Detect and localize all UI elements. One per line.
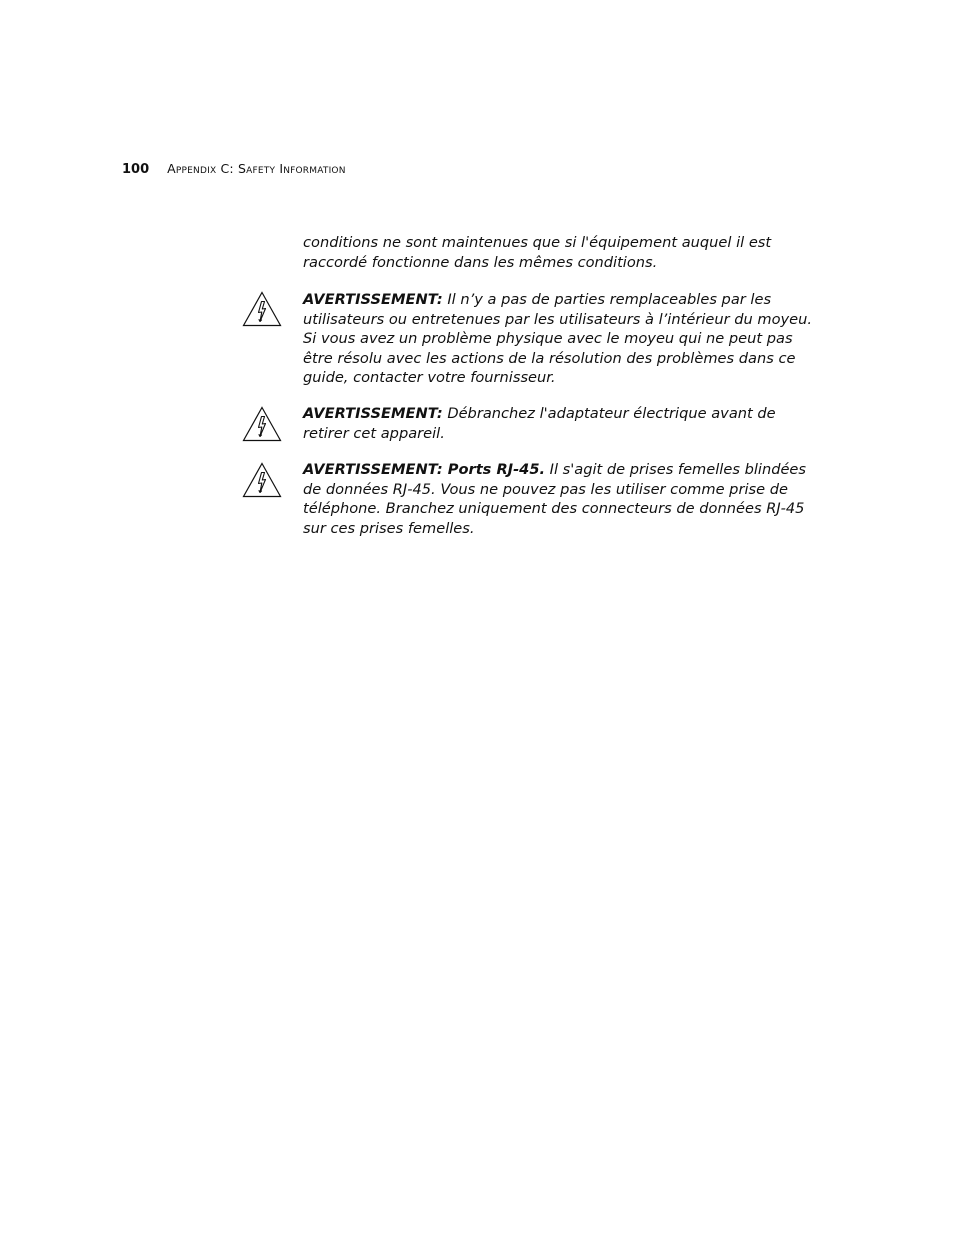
warning-paragraph bbox=[303, 404, 813, 443]
warning-text: Il s'agit de prises femelles blindées de données RJ-45. Vous ne pouvez pas les utiliser comme prise de téléphone. Branchez uniquement des connecteurs de données RJ-45 sur ces prises femelles. bbox=[303, 461, 807, 537]
electrical-hazard-icon bbox=[242, 291, 282, 327]
electrical-hazard-icon bbox=[242, 462, 282, 498]
continuation-paragraph: conditions ne sont maintenues que si l'équipement auquel il est raccordé fonctionne dans les mêmes conditions. bbox=[303, 234, 772, 271]
electrical-hazard-icon bbox=[242, 406, 282, 442]
running-header bbox=[122, 160, 346, 179]
header-title: Appendix C: Safety Information bbox=[167, 161, 346, 176]
warning-lead: AVERTISSEMENT: bbox=[303, 291, 443, 308]
warning-paragraph bbox=[303, 460, 813, 538]
page-number: 100 bbox=[122, 162, 150, 177]
warning-text: Il n’y a pas de parties remplaceables par les utilisateurs ou entretenues par les utilisateurs à l’intérieur du moyeu. Si vous avez un problème physique avec le moyeu qui ne peut pas être résolu avec les actions de la résolution des problèmes dans ce guide, contacter votre fournisseur. bbox=[303, 291, 813, 387]
warning-text: Débranchez l'adaptateur électrique avant de retirer cet appareil. bbox=[303, 405, 776, 442]
warning-lead: AVERTISSEMENT: bbox=[303, 405, 443, 422]
warning-lead: AVERTISSEMENT: Ports RJ-45. bbox=[303, 461, 546, 478]
warning-paragraph bbox=[303, 290, 813, 388]
